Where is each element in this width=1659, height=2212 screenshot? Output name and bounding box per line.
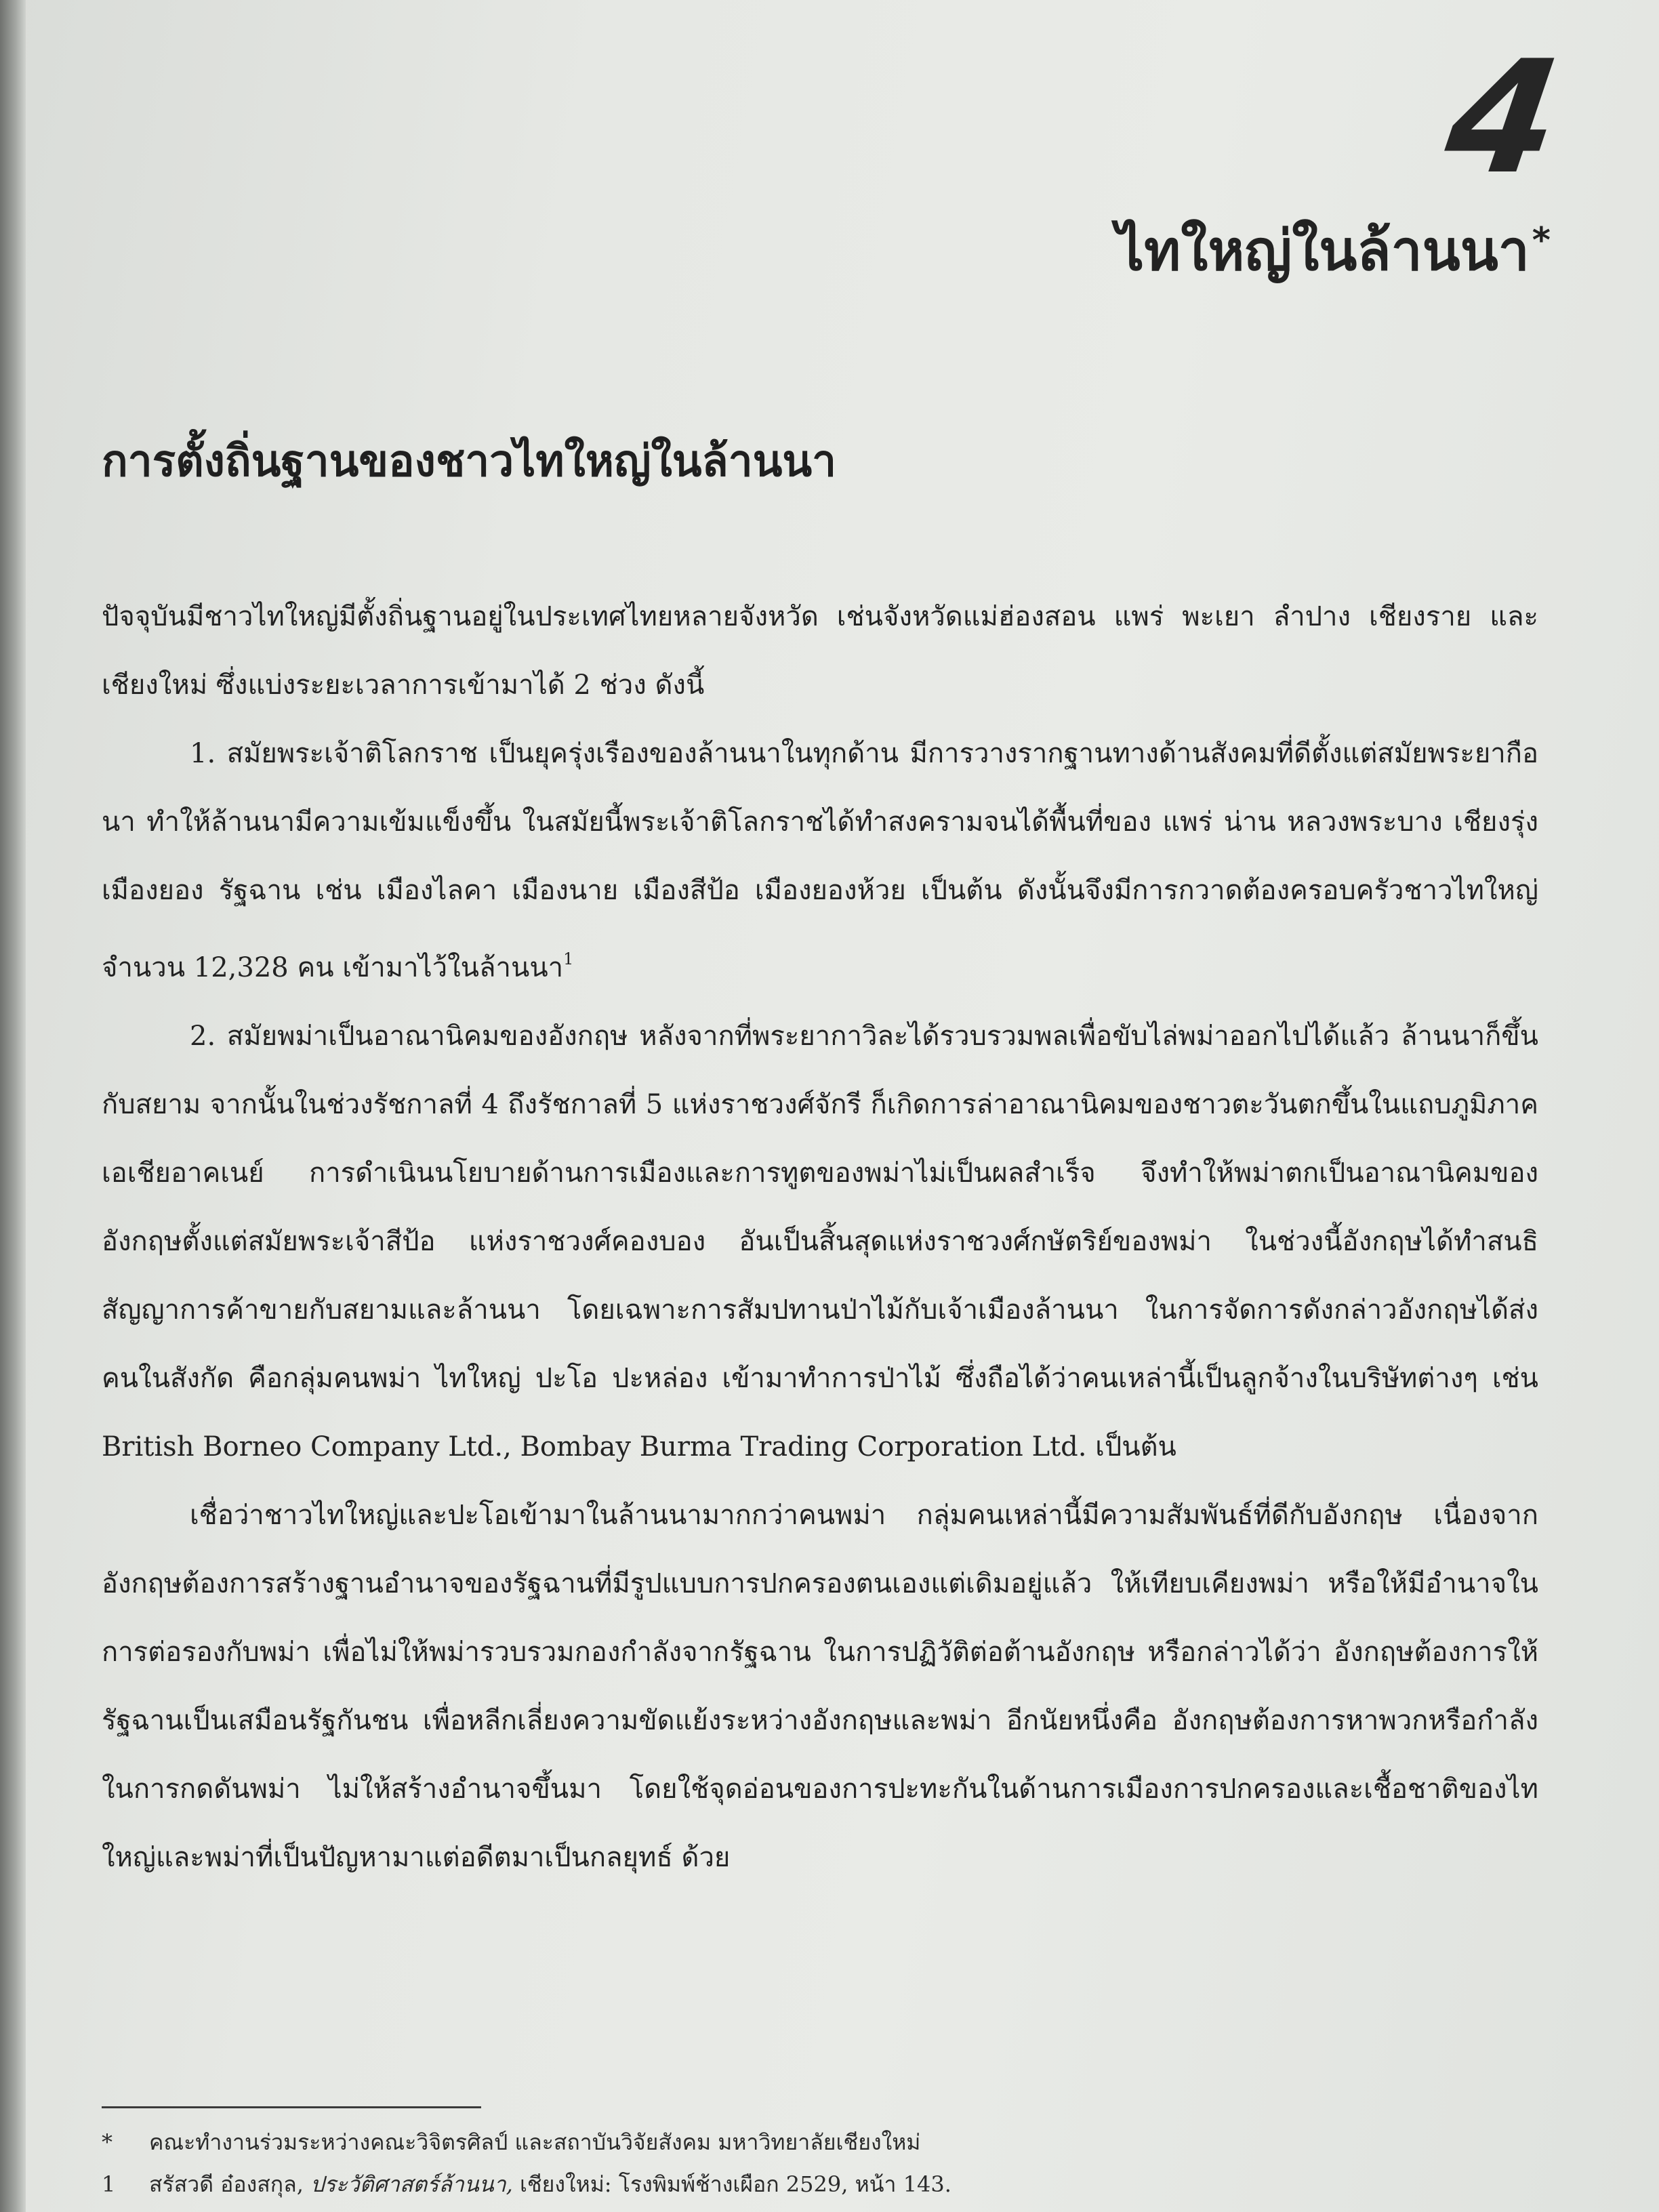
footnote-book-title: ประวัติศาสตร์ล้านนา, bbox=[310, 2171, 513, 2197]
chapter-number: 4 bbox=[1436, 28, 1570, 209]
footnote-mark: 1 bbox=[102, 2171, 116, 2197]
chapter-title bbox=[1116, 203, 1551, 289]
paragraph-item-1 bbox=[102, 720, 1538, 1002]
paragraph-item-1-text: 1. สมัยพระเจ้าติโลกราช เป็นยุครุ่งเรืองของล้านนาในทุกด้าน มีการวางรากฐานทางด้านสังคมที่ดีตั้งแต่สมัยพระยากือนา ทำให้ล้านนามีความเข้มแข็งขึ้น ในสมัยนี้พระเจ้าติโลกราชได้ทำสงครามจนได้พื้นที่ของ แพร่ น่าน หลวงพระบาง เชียงรุ่ง เมืองยอง รัฐฉาน เช่น เมืองไลคา เมืองนาย เมืองสีป้อ เมืองยองห้วย เป็นต้น ดังนั้นจึงมีการกวาดต้องครอบครัวชาวไทใหญ่จำนวน 12,328 คน เข้ามาไว้ในล้านนา bbox=[102, 738, 1538, 983]
footnote-1 bbox=[102, 2163, 1525, 2205]
paragraph-item-2: 2. สมัยพม่าเป็นอาณานิคมของอังกฤษ หลังจากที่พระยากาวิละได้รวบรวมพลเพื่อขับไล่พม่าออกไปได้แล้ว ล้านนาก็ขึ้นกับสยาม จากนั้นในช่วงรัชกาลที่ 4 ถึงรัชกาลที่ 5 แห่งราชวงศ์จักรี ก็เกิดการล่าอาณานิคมของชาวตะวันตกขึ้นในแถบภูมิภาคเอเชียอาคเนย์ การดำเนินนโยบายด้านการเมืองและการทูตของพม่าไม่เป็นผลสำเร็จ จึงทำให้พม่าตกเป็นอาณานิคมของอังกฤษตั้งแต่สมัยพระเจ้าสีป้อ แห่งราชวงศ์คองบอง อันเป็นสิ้นสุดแห่งราชวงศ์กษัตริย์ของพม่า ในช่วงนี้อังกฤษได้ทำสนธิสัญญาการค้าขายกับสยามและล้านนา โดยเฉพาะการสัมปทานป่าไม้กับเจ้าเมืองล้านนา ในการจัดการดังกล่าวอังกฤษได้ส่งคนในสังกัด คือกลุ่มคนพม่า ไทใหญ่ ปะโอ ปะหล่อง เข้ามาทำการป่าไม้ ซึ่งถือได้ว่าคนเหล่านี้เป็นลูกจ้างในบริษัทต่างๆ เช่น British Borneo Company Ltd., Bombay Burma Trading Corporation Ltd. เป็นต้น bbox=[102, 1021, 1538, 1462]
footnote-text: คณะทำงานร่วมระหว่างคณะวิจิตรศิลป์ และสถาบันวิจัยสังคม มหาวิทยาลัยเชียงใหม่ bbox=[149, 2129, 921, 2155]
footnote-divider bbox=[102, 2106, 481, 2108]
page-edge-shadow bbox=[0, 0, 26, 2212]
chapter-title-text: ไทใหญ่ในล้านนา bbox=[1116, 219, 1530, 283]
paragraph-item-3: เชื่อว่าชาวไทใหญ่และปะโอเข้ามาในล้านนามากกว่าคนพม่า กลุ่มคนเหล่านี้มีความสัมพันธ์ที่ดีกับอังกฤษ เนื่องจากอังกฤษต้องการสร้างฐานอำนาจของรัฐฉานที่มีรูปแบบการปกครองตนเองแต่เดิมอยู่แล้ว ให้เทียบเคียงพม่า หรือให้มีอำนาจในการต่อรองกับพม่า เพื่อไม่ให้พม่ารวบรวมกองกำลังจากรัฐฉาน ในการปฏิวัติต่อต้านอังกฤษ หรือกล่าวได้ว่า อังกฤษต้องการให้รัฐฉานเป็นเสมือนรัฐกันชน เพื่อหลีกเลี่ยงความขัดแย้งระหว่างอังกฤษและพม่า อีกนัยหนึ่งคือ อังกฤษต้องการหาพวกหรือกำลังในการกดดันพม่า ไม่ให้สร้างอำนาจขึ้นมา โดยใช้จุดอ่อนของการปะทะกันในด้านการเมืองการปกครองและเชื้อชาติของไทใหญ่และพม่าที่เป็นปัญหามาแต่อดีตมาเป็นกลยุทธ์ ด้วย bbox=[102, 1500, 1538, 1873]
body-text bbox=[102, 583, 1538, 1892]
section-heading: การตั้งถิ่นฐานของชาวไทใหญ่ในล้านนา bbox=[102, 436, 837, 487]
chapter-title-footnote-mark: * bbox=[1532, 220, 1551, 261]
intro-paragraph: ปัจจุบันมีชาวไทใหญ่มีตั้งถิ่นฐานอยู่ในประเทศไทยหลายจังหวัด เช่นจังหวัดแม่ฮ่องสอน แพร่ พะเยา ลำปาง เชียงราย และเชียงใหม่ ซึ่งแบ่งระยะเวลาการเข้ามาได้ 2 ช่วง ดังนี้ bbox=[102, 601, 1538, 701]
footnote-star bbox=[102, 2121, 1525, 2163]
footnote-mark: * bbox=[102, 2129, 112, 2155]
footnotes bbox=[102, 2121, 1525, 2205]
footnote-ref-1: 1 bbox=[563, 949, 574, 968]
footnote-publisher: เชียงใหม่: โรงพิมพ์ช้างเผือก 2529, หน้า 143. bbox=[519, 2171, 951, 2197]
footnote-author: สรัสวดี อ๋องสกุล, bbox=[149, 2171, 304, 2197]
